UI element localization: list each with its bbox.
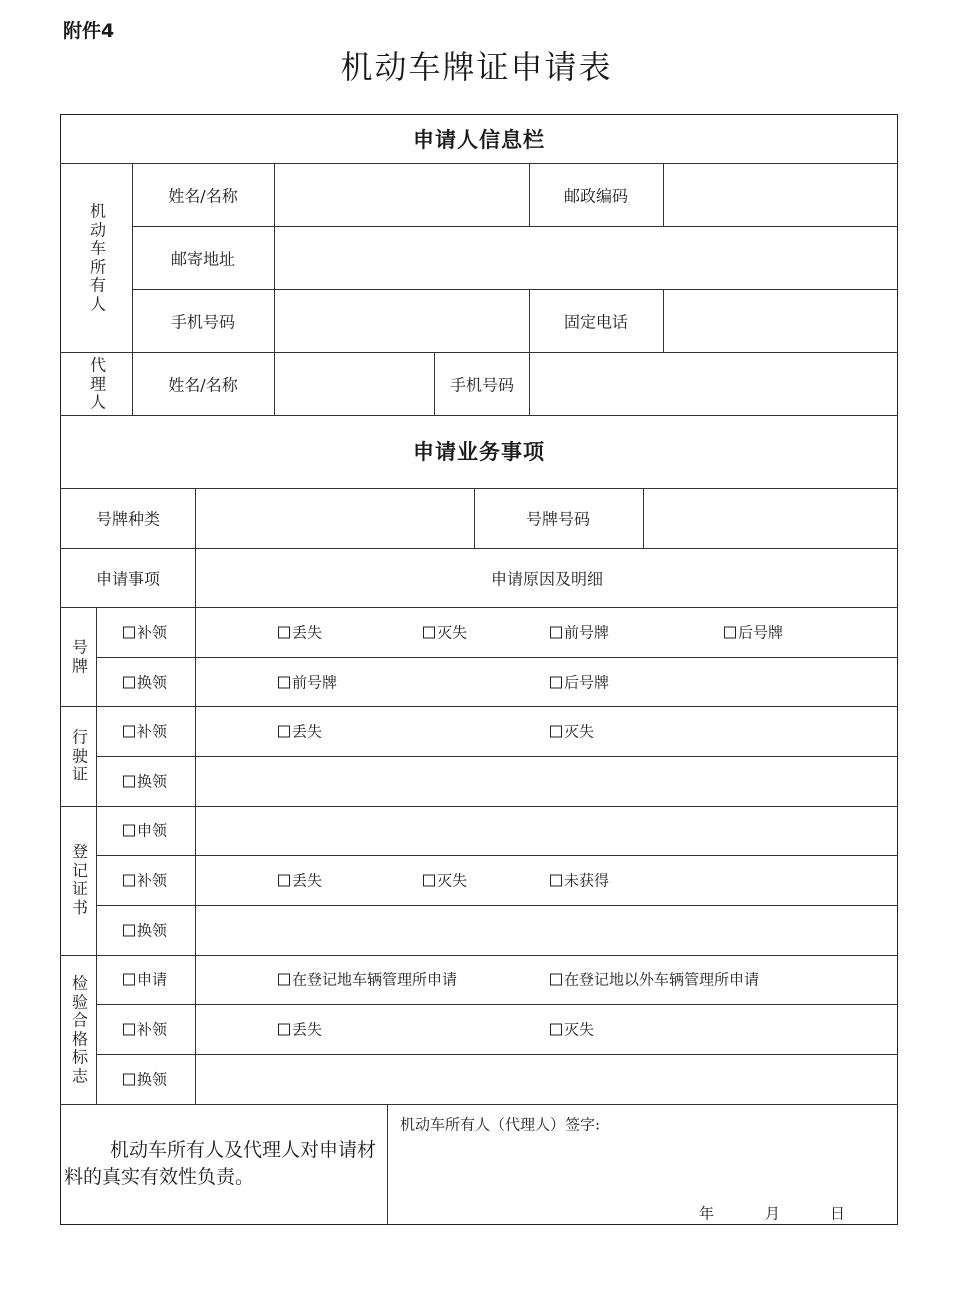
plate-type-label: 号牌种类	[95, 509, 161, 529]
checkbox-icon	[123, 1023, 135, 1035]
inspect-apply-local-checkbox[interactable]: 在登记地车辆管理所申请	[278, 969, 457, 990]
signature-area[interactable]	[388, 1140, 897, 1200]
plate-reissue-checkbox[interactable]: 补领	[123, 622, 167, 643]
postcode-label: 邮政编码	[563, 186, 629, 206]
checkbox-icon	[278, 1023, 290, 1035]
form-title: 机动车牌证申请表	[340, 48, 613, 86]
checkbox-icon	[123, 973, 135, 985]
owner-name-field[interactable]	[275, 164, 528, 225]
checkbox-icon	[278, 874, 290, 886]
grid-line	[96, 657, 898, 658]
checkbox-icon	[123, 1073, 135, 1085]
signature-label: 机动车所有人（代理人）签字:	[400, 1115, 601, 1134]
checkbox-icon	[550, 1023, 562, 1035]
item-label: 申请事项	[95, 569, 161, 589]
address-label: 邮寄地址	[170, 249, 236, 269]
license-reissue-destroyed-checkbox[interactable]: 灭失	[550, 721, 594, 742]
plate-reissue-front-checkbox[interactable]: 前号牌	[550, 622, 609, 643]
agent-mobile-label: 手机号码	[449, 375, 515, 395]
inspect-apply-checkbox[interactable]: 申请	[123, 969, 167, 990]
landline-field[interactable]	[664, 290, 897, 351]
inspect-reissue-lost-checkbox[interactable]: 丢失	[278, 1019, 322, 1040]
cert-replace-checkbox[interactable]: 换领	[123, 920, 167, 941]
checkbox-icon	[123, 676, 135, 688]
cert-reissue-checkbox[interactable]: 补领	[123, 870, 167, 891]
business-section-header: 申请业务事项	[413, 439, 545, 464]
license-reissue-lost-checkbox[interactable]: 丢失	[278, 721, 322, 742]
grid-line	[60, 548, 898, 549]
checkbox-icon	[550, 676, 562, 688]
grid-line	[96, 756, 898, 757]
grid-line	[60, 1104, 898, 1105]
agent-group-label: 代 理 人	[89, 355, 106, 412]
plate-reissue-rear-checkbox[interactable]: 后号牌	[724, 622, 783, 643]
plate-reissue-lost-checkbox[interactable]: 丢失	[278, 622, 322, 643]
cert-reissue-lost-checkbox[interactable]: 丢失	[278, 870, 322, 891]
grid-line	[96, 1054, 898, 1055]
plate-number-field[interactable]	[644, 489, 897, 547]
license-reissue-checkbox[interactable]: 补领	[123, 721, 167, 742]
plate-number-label: 号牌号码	[525, 509, 591, 529]
address-field[interactable]	[275, 227, 897, 288]
grid-line	[96, 905, 898, 906]
owner-mobile-label: 手机号码	[170, 312, 236, 332]
grid-line	[96, 607, 97, 1104]
inspect-replace-checkbox[interactable]: 换领	[123, 1069, 167, 1090]
grid-line	[96, 1004, 898, 1005]
grid-line	[434, 352, 435, 415]
agent-mobile-field[interactable]	[530, 353, 897, 414]
cert-reissue-destroyed-checkbox[interactable]: 灭失	[423, 870, 467, 891]
checkbox-icon	[423, 626, 435, 638]
grid-line	[60, 415, 898, 416]
checkbox-icon	[550, 874, 562, 886]
cert-reissue-not-obtained-checkbox[interactable]: 未获得	[550, 870, 609, 891]
inspect-group-label: 检 验 合 格 标 志	[71, 973, 88, 1085]
checkbox-icon	[123, 626, 135, 638]
grid-line	[96, 855, 898, 856]
date-day-label: 日	[830, 1204, 846, 1223]
date-year-label: 年	[699, 1204, 715, 1223]
inspect-reissue-destroyed-checkbox[interactable]: 灭失	[550, 1019, 594, 1040]
checkbox-icon	[123, 824, 135, 836]
postcode-field[interactable]	[664, 164, 897, 225]
checkbox-icon	[724, 626, 736, 638]
checkbox-icon	[123, 775, 135, 787]
owner-mobile-field[interactable]	[275, 290, 528, 351]
license-group-label: 行 驶 证	[71, 727, 88, 784]
checkbox-icon	[278, 626, 290, 638]
date-month-label: 月	[765, 1204, 781, 1223]
grid-line	[529, 163, 530, 226]
grid-line	[474, 488, 475, 548]
checkbox-icon	[550, 725, 562, 737]
agent-name-field[interactable]	[275, 353, 433, 414]
grid-line	[195, 488, 196, 1104]
grid-line	[132, 163, 133, 415]
plate-type-field[interactable]	[196, 489, 473, 547]
checkbox-icon	[123, 725, 135, 737]
applicant-section-header: 申请人信息栏	[413, 127, 545, 152]
plate-replace-front-checkbox[interactable]: 前号牌	[278, 672, 337, 693]
checkbox-icon	[278, 676, 290, 688]
reason-label: 申请原因及明细	[490, 569, 604, 589]
checkbox-icon	[278, 973, 290, 985]
cert-apply-checkbox[interactable]: 申领	[123, 820, 167, 841]
grid-line	[60, 955, 898, 956]
checkbox-icon	[278, 725, 290, 737]
checkbox-icon	[123, 924, 135, 936]
plate-replace-rear-checkbox[interactable]: 后号牌	[550, 672, 609, 693]
grid-line	[60, 607, 898, 608]
plate-group-label: 号 牌	[71, 637, 88, 675]
checkbox-icon	[550, 973, 562, 985]
checkbox-icon	[423, 874, 435, 886]
license-replace-checkbox[interactable]: 换领	[123, 771, 167, 792]
attachment-label: 附件4	[63, 20, 115, 42]
plate-reissue-destroyed-checkbox[interactable]: 灭失	[423, 622, 467, 643]
inspect-reissue-checkbox[interactable]: 补领	[123, 1019, 167, 1040]
agent-name-label: 姓名/名称	[168, 375, 238, 395]
owner-name-label: 姓名/名称	[168, 186, 238, 206]
checkbox-icon	[550, 626, 562, 638]
landline-label: 固定电话	[563, 312, 629, 332]
cert-group-label: 登 记 证 书	[71, 842, 88, 917]
checkbox-icon	[123, 874, 135, 886]
grid-line	[60, 706, 898, 707]
declaration-statement: 机动车所有人及代理人对申请材料的真实有效性负责。	[64, 1139, 377, 1188]
plate-replace-checkbox[interactable]: 换领	[123, 672, 167, 693]
owner-group-label: 机 动 车 所 有 人	[89, 201, 106, 313]
inspect-apply-remote-checkbox[interactable]: 在登记地以外车辆管理所申请	[550, 969, 759, 990]
grid-line	[60, 806, 898, 807]
